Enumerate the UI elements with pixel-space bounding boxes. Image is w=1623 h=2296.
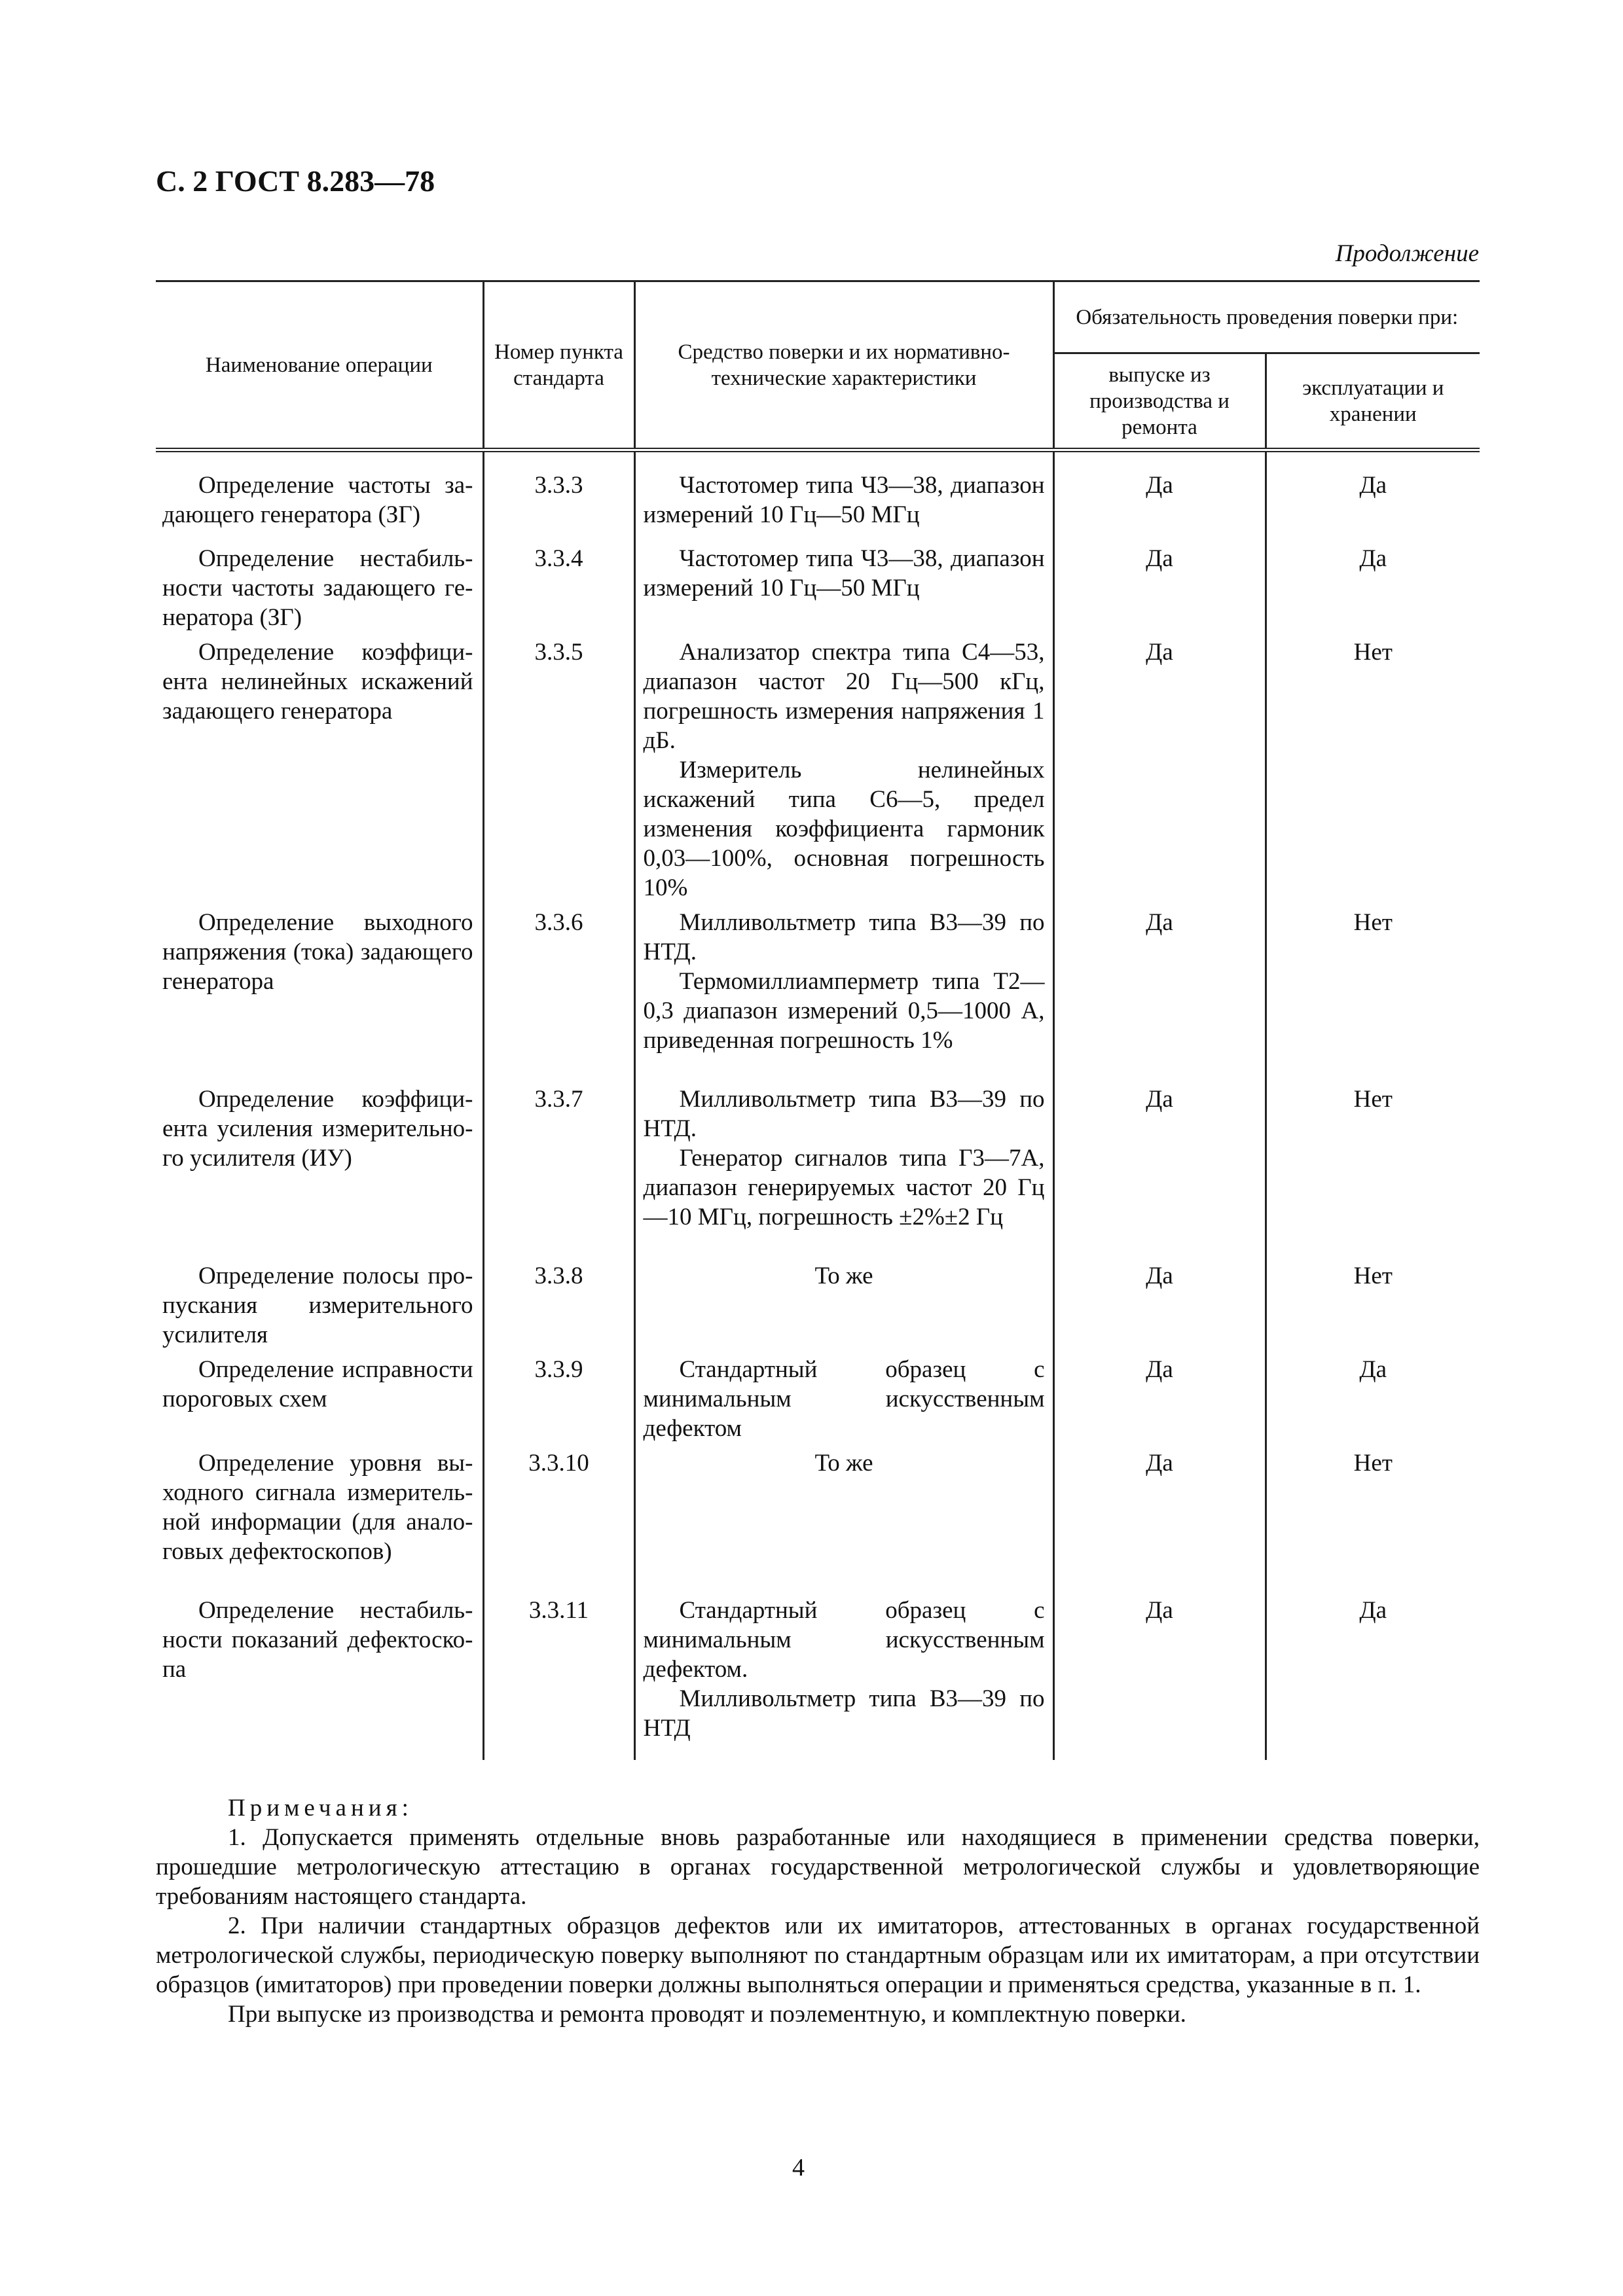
operation-value: Да bbox=[1266, 539, 1480, 632]
means-text: Частотомер типа Ч3—38, диапазон измерений 10 Гц—50 МГц bbox=[643, 545, 1045, 601]
operation-value: Да bbox=[1266, 1350, 1480, 1443]
operation-name: Определение нестабильности показаний дефектоскопа bbox=[156, 1590, 483, 1760]
means-text: Измеритель нелинейных искажений типа С6—5, предел изменения коэффициента гармоник 0,03—100%, основная погрешность 10% bbox=[643, 756, 1045, 901]
notes-section bbox=[156, 1793, 1480, 2029]
note-item: При выпуске из производства и ремонта проводят и поэлементную, и комплектную поверки. bbox=[228, 2001, 1186, 2028]
means-text: Милливольтметр типа В3—39 по НТД. bbox=[643, 1085, 1045, 1142]
page-header: С. 2 ГОСТ 8.283—78 bbox=[156, 164, 435, 198]
clause-number: 3.3.3 bbox=[483, 450, 634, 539]
means-cell bbox=[634, 903, 1053, 1079]
means-text: Стандартный образец с минимальным искусственным дефектом bbox=[643, 1355, 1045, 1442]
clause-number: 3.3.6 bbox=[483, 903, 634, 1079]
release-value: Да bbox=[1053, 539, 1266, 632]
means-cell bbox=[634, 1590, 1053, 1760]
means-cell bbox=[634, 632, 1053, 903]
means-text: То же bbox=[814, 1449, 873, 1477]
release-value: Да bbox=[1053, 632, 1266, 903]
means-cell bbox=[634, 1256, 1053, 1350]
release-value: Да bbox=[1053, 1079, 1266, 1256]
operation-name: Определение выходного напряжения (тока) задающего генератора bbox=[156, 903, 483, 1079]
column-header-release: выпуске из производства и ремонта bbox=[1053, 353, 1266, 450]
clause-number: 3.3.7 bbox=[483, 1079, 634, 1256]
operation-name: Определение частоты задающего генератора (ЗГ) bbox=[156, 450, 483, 539]
column-header-means: Средство поверки и их нормативно-технические характеристики bbox=[634, 281, 1053, 450]
clause-number: 3.3.11 bbox=[483, 1590, 634, 1760]
table-row bbox=[156, 1443, 1480, 1590]
column-header-clause: Номер пункта стандарта bbox=[483, 281, 634, 450]
means-cell bbox=[634, 1443, 1053, 1590]
operation-value: Нет bbox=[1266, 1256, 1480, 1350]
operation-name: Определение уровня выходного сигнала измерительной информации (для аналоговых дефектоскопов) bbox=[156, 1443, 483, 1590]
operation-value: Да bbox=[1266, 450, 1480, 539]
operation-name: Определение нестабильности частоты задающего генератора (ЗГ) bbox=[156, 539, 483, 632]
table-row bbox=[156, 1590, 1480, 1760]
table-row bbox=[156, 903, 1480, 1079]
means-cell bbox=[634, 539, 1053, 632]
operation-name: Определение коэффициента нелинейных искажений задающего генератора bbox=[156, 632, 483, 903]
means-text: Стандартный образец с минимальным искусственным дефектом. bbox=[643, 1596, 1045, 1683]
operation-value: Нет bbox=[1266, 1443, 1480, 1590]
release-value: Да bbox=[1053, 903, 1266, 1079]
release-value: Да bbox=[1053, 1256, 1266, 1350]
table-row bbox=[156, 450, 1480, 539]
means-cell bbox=[634, 1350, 1053, 1443]
operation-value: Нет bbox=[1266, 903, 1480, 1079]
table-row bbox=[156, 539, 1480, 632]
note-item: 1. Допускается применять отдельные вновь разработанные или находящиеся в применении средства поверки, прошедшие метрологическую аттестацию в органах государственной метрологической службы и удовлетворяющие требованиям настоящего стандарта. bbox=[156, 1824, 1480, 1910]
column-header-operation-storage: эксплуатации и хранении bbox=[1266, 353, 1480, 450]
operations-table bbox=[156, 280, 1480, 1760]
clause-number: 3.3.5 bbox=[483, 632, 634, 903]
means-text: Генератор сигналов типа Г3—7А, диапазон генерируемых частот 20 Гц—10 МГц, погрешность ±2%±2 Гц bbox=[643, 1144, 1045, 1230]
operation-name: Определение полосы пропускания измерительного усилителя bbox=[156, 1256, 483, 1350]
notes-title: Примечания: bbox=[228, 1795, 413, 1821]
operation-name: Определение исправности пороговых схем bbox=[156, 1350, 483, 1443]
release-value: Да bbox=[1053, 450, 1266, 539]
means-text: Милливольтметр типа В3—39 по НТД bbox=[643, 1685, 1045, 1742]
table-row bbox=[156, 1350, 1480, 1443]
continuation-label: Продолжение bbox=[1335, 240, 1479, 267]
clause-number: 3.3.10 bbox=[483, 1443, 634, 1590]
operation-value: Нет bbox=[1266, 1079, 1480, 1256]
table-row bbox=[156, 1256, 1480, 1350]
operation-value: Нет bbox=[1266, 632, 1480, 903]
table-row bbox=[156, 1079, 1480, 1256]
means-text: Частотомер типа Ч3—38, диапазон измерений 10 Гц—50 МГц bbox=[643, 472, 1045, 528]
operation-name: Определение коэффициента усиления измерительного усилителя (ИУ) bbox=[156, 1079, 483, 1256]
clause-number: 3.3.4 bbox=[483, 539, 634, 632]
column-header-operation: Наименование операции bbox=[156, 281, 483, 450]
means-text: То же bbox=[814, 1262, 873, 1289]
means-text: Термомиллиамперметр типа Т2—0,3 диапазон измерений 0,5—1000 А, приведенная погрешность 1% bbox=[643, 967, 1045, 1054]
release-value: Да bbox=[1053, 1443, 1266, 1590]
column-header-mandatory: Обязательность проведения поверки при: bbox=[1053, 281, 1480, 353]
operation-value: Да bbox=[1266, 1590, 1480, 1760]
table-row bbox=[156, 632, 1480, 903]
note-item: 2. При наличии стандартных образцов дефектов или их имитаторов, аттестованных в органах государственной метрологической службы, периодическую поверку выполняют по стандартным образцам или их имитаторам, а при отсутствии образцов (имитаторов) при проведении поверки должны выполняться операции и применяться средства, указанные в п. 1. bbox=[156, 1912, 1480, 1998]
release-value: Да bbox=[1053, 1590, 1266, 1760]
release-value: Да bbox=[1053, 1350, 1266, 1443]
means-cell bbox=[634, 450, 1053, 539]
page-number: 4 bbox=[792, 2154, 805, 2181]
clause-number: 3.3.9 bbox=[483, 1350, 634, 1443]
means-text: Анализатор спектра типа С4—53, диапазон частот 20 Гц—500 кГц, погрешность измерения напряжения 1 дБ. bbox=[643, 638, 1045, 754]
clause-number: 3.3.8 bbox=[483, 1256, 634, 1350]
means-text: Милливольтметр типа В3—39 по НТД. bbox=[643, 908, 1045, 965]
means-cell bbox=[634, 1079, 1053, 1256]
